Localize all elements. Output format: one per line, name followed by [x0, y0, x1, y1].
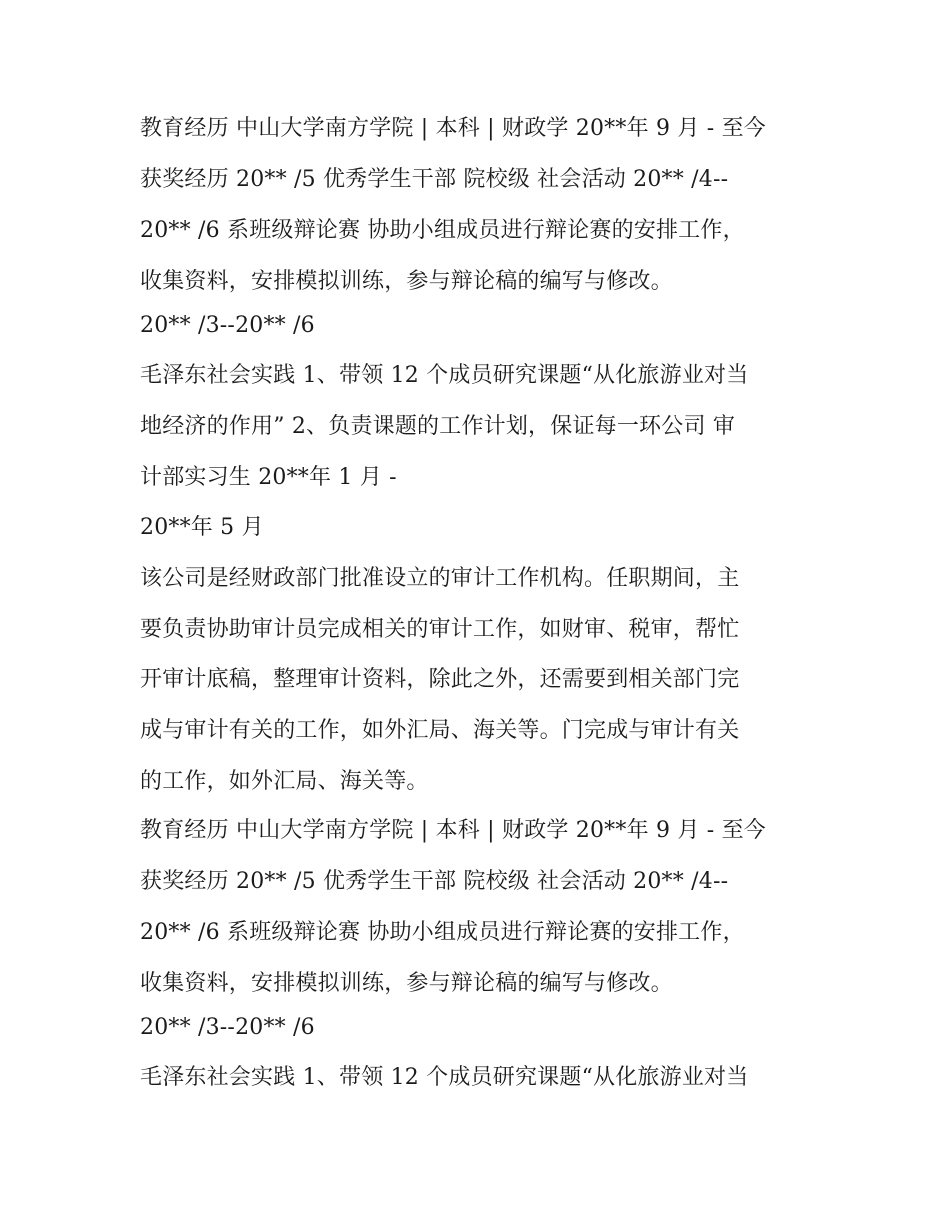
text-line-debate-detail-repeat: 收集资料，安排模拟训练，参与辩论稿的编写与修改。: [140, 971, 673, 996]
text-line-practice: 毛泽东社会实践 1、带领 12 个成员研究课题“从化旅游业对当: [140, 363, 749, 388]
text-line-education-repeat: 教育经历 中山大学南方学院 | 本科 | 财政学 20**年 9 月 - 至今: [140, 818, 766, 843]
text-line-awards-repeat: 获奖经历 20** /5 优秀学生干部 院校级 社会活动 20** /4--: [140, 869, 729, 894]
text-line-practice-repeat: 毛泽东社会实践 1、带领 12 个成员研究课题“从化旅游业对当: [140, 1065, 749, 1090]
text-line-company-4: 成与审计有关的工作，如外汇局、海关等。门完成与审计有关: [140, 718, 740, 743]
text-line-awards: 获奖经历 20** /5 优秀学生干部 院校级 社会活动 20** /4--: [140, 167, 729, 192]
text-line-debate-detail: 收集资料，安排模拟训练，参与辩论稿的编写与修改。: [140, 269, 673, 294]
text-line-company-1: 该公司是经财政部门批准设立的审计工作机构。任职期间，主: [140, 566, 740, 591]
text-line-debate: 20** /6 系班级辩论赛 协助小组成员进行辩论赛的安排工作，: [140, 218, 745, 243]
text-line-date-range-repeat: 20** /3--20** /6: [140, 1015, 315, 1040]
text-line-debate-repeat: 20** /6 系班级辩论赛 协助小组成员进行辩论赛的安排工作，: [140, 920, 745, 945]
text-line-company-5: 的工作，如外汇局、海关等。: [140, 769, 429, 794]
text-line-education: 教育经历 中山大学南方学院 | 本科 | 财政学 20**年 9 月 - 至今: [140, 116, 766, 141]
text-line-practice-detail: 地经济的作用” 2、负责课题的工作计划，保证每一环公司 审: [140, 414, 736, 439]
text-line-intern: 计部实习生 20**年 1 月 -: [140, 465, 397, 490]
text-line-company-2: 要负责协助审计员完成相关的审计工作，如财审、税审，帮忙: [140, 617, 740, 642]
text-line-company-3: 开审计底稿，整理审计资料，除此之外，还需要到相关部门完: [140, 667, 740, 692]
text-line-date-range: 20** /3--20** /6: [140, 313, 315, 338]
text-line-intern-end: 20**年 5 月: [140, 515, 264, 540]
